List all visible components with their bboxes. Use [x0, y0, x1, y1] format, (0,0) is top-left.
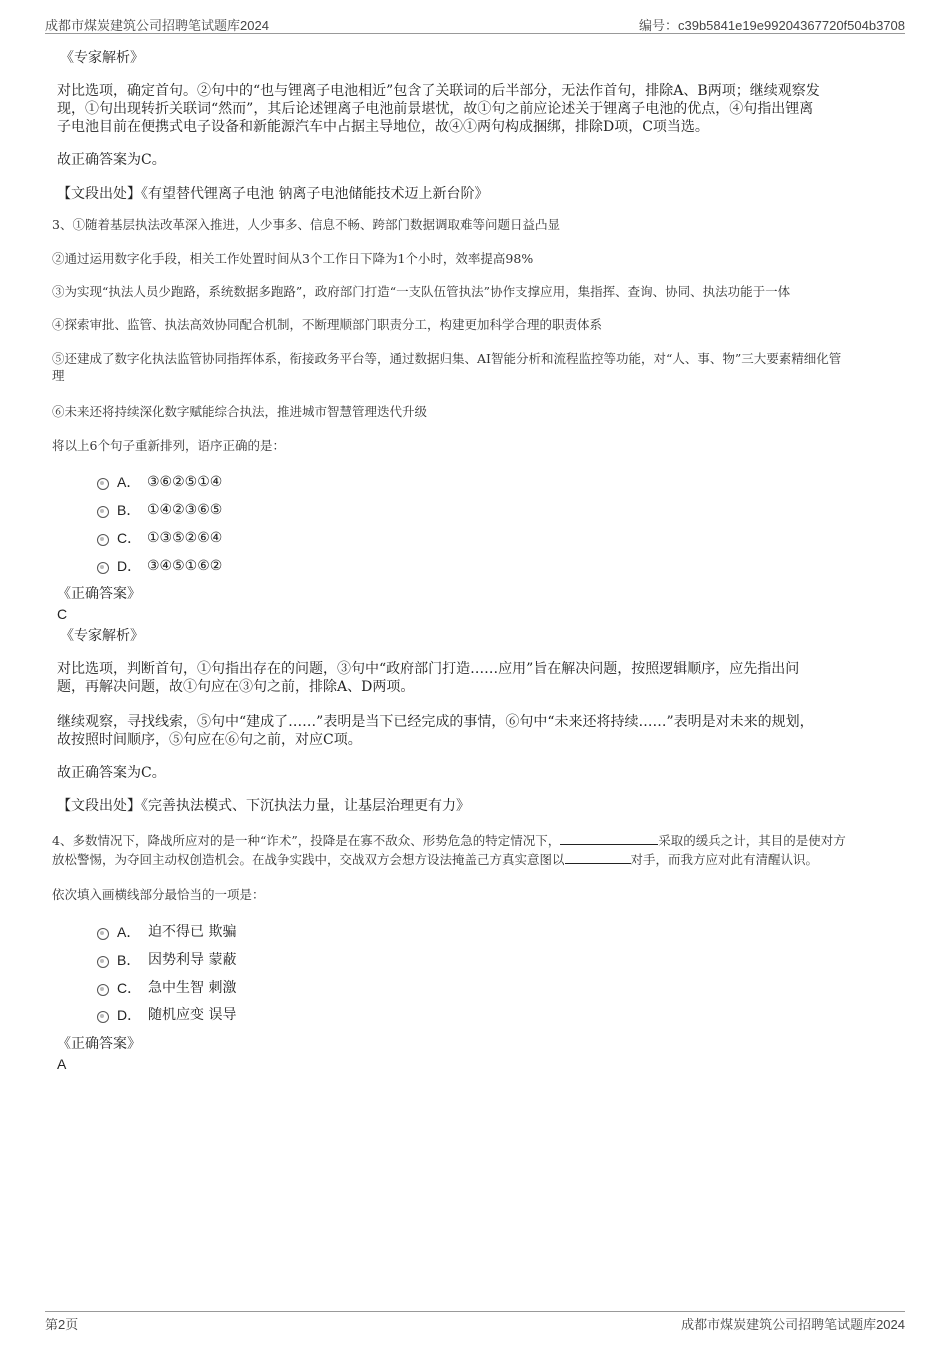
radio-icon[interactable]	[97, 956, 109, 968]
conclusion-text: 故正确答案为C。	[57, 765, 166, 781]
question-sentence: 3、①随着基层执法改革深入推进，人少事多、信息不畅、跨部门数据调取难等问题日益凸显	[52, 217, 560, 232]
option-text: ①④②③⑥⑤	[147, 502, 223, 518]
radio-icon[interactable]	[97, 928, 109, 940]
option-c[interactable]	[95, 528, 295, 548]
radio-icon[interactable]	[97, 478, 109, 490]
answer-value: C	[57, 606, 68, 622]
page-number: 第2页	[45, 1317, 79, 1332]
option-text: 随机应变 误导	[148, 1007, 237, 1023]
option-text: ③④⑤①⑥②	[147, 558, 223, 574]
option-letter: A．	[117, 474, 141, 490]
analysis-text: 故按照时间顺序，⑤句应在⑥句之前，对应C项。	[57, 732, 362, 748]
analysis-text: 对比选项，判断首句，①句指出存在的问题，③句中“政府部门打造……应用”旨在解决问题，按照逻辑顺序，应先指出问	[57, 661, 800, 677]
source-citation: 【文段出处】《完善执法模式、下沉执法力量，让基层治理更有力》	[57, 798, 470, 814]
answer-label: 《正确答案》	[57, 586, 141, 602]
answer-value: A	[57, 1056, 67, 1072]
analysis-text: 对比选项，确定首句。②句中的“也与锂离子电池相近”包含了关联词的后半部分，无法作首句，排除A、B两项；继续观察发	[57, 83, 820, 99]
option-letter: C．	[117, 530, 142, 546]
option-letter: C．	[117, 980, 142, 996]
header-title: 成都市煤炭建筑公司招聘笔试题库2024	[45, 18, 269, 33]
option-a[interactable]	[95, 922, 315, 942]
analysis-text: 现，①句出现转折关联词“然而”，其后论述锂离子电池前景堪忧，故①句之前应论述关于锂离子电池的优点，④句指出锂离	[57, 101, 814, 117]
footer-divider	[45, 1311, 905, 1312]
analysis-text: 题，再解决问题，故①句应在③句之前，排除A、D两项。	[57, 679, 415, 695]
radio-icon[interactable]	[97, 534, 109, 546]
question-stem	[52, 851, 818, 868]
question-stem	[52, 832, 846, 849]
question-sentence: ②通过运用数字化手段，相关工作处置时间从3个工作日下降为1个小时，效率提高98%	[52, 251, 534, 266]
option-letter: B．	[117, 502, 141, 518]
expert-analysis-label: 《专家解析》	[60, 628, 144, 644]
radio-icon[interactable]	[97, 506, 109, 518]
option-letter: D．	[117, 1007, 142, 1023]
radio-icon[interactable]	[97, 562, 109, 574]
question-text: 采取的缓兵之计，其目的是使对方	[658, 833, 846, 848]
option-c[interactable]	[95, 978, 315, 998]
radio-icon[interactable]	[97, 1011, 109, 1023]
question-text: 对手，而我方应对此有清醒认识。	[630, 852, 819, 867]
analysis-text: 继续观察，寻找线索，⑤句中“建成了……”表明是当下已经完成的事情，⑥句中“未来还将持续……”表明是对未来的规划，	[57, 714, 814, 730]
analysis-text: 子电池目前在便携式电子设备和新能源汽车中占据主导地位，故④①两句构成捆绑，排除D项，C项当选。	[57, 119, 709, 135]
answer-label: 《正确答案》	[57, 1036, 141, 1052]
question-text: 放松警惕，为夺回主动权创造机会。在战争实践中，交战双方会想方设法掩盖己方真实意图以	[52, 852, 565, 867]
option-text: 因势利导 蒙蔽	[148, 952, 237, 968]
option-text: 急中生智 刺激	[148, 980, 237, 996]
question-prompt: 将以上6个句子重新排列，语序正确的是：	[52, 438, 285, 453]
option-text: ③⑥②⑤①④	[147, 474, 223, 490]
option-letter: D．	[117, 558, 142, 574]
expert-analysis-label: 《专家解析》	[60, 50, 144, 66]
option-text: 迫不得已 欺骗	[148, 924, 237, 940]
radio-icon[interactable]	[97, 984, 109, 996]
fill-blank-1	[560, 832, 658, 845]
document-id: 编号：c39b5841e19e99204367720f504b3708	[638, 18, 905, 33]
source-citation: 【文段出处】《有望替代锂离子电池 钠离子电池储能技术迈上新台阶》	[57, 186, 489, 202]
question-sentence: ⑥未来还将持续深化数字赋能综合执法，推进城市智慧管理迭代升级	[52, 404, 428, 419]
option-letter: B．	[117, 952, 141, 968]
option-d[interactable]	[95, 1005, 315, 1025]
question-prompt: 依次填入画横线部分最恰当的一项是：	[52, 887, 265, 902]
question-sentence: ④探索审批、监管、执法高效协同配合机制，不断理顺部门职责分工，构建更加科学合理的职责体系	[52, 317, 603, 332]
question-sentence: ⑤还建成了数字化执法监管协同指挥体系，衔接政务平台等，通过数据归集、AI智能分析和流程监控等功能，对“人、事、物”三大要素精细化管	[52, 351, 842, 366]
option-b[interactable]	[95, 950, 315, 970]
header-divider	[45, 33, 905, 34]
footer-title: 成都市煤炭建筑公司招聘笔试题库2024	[681, 1317, 905, 1332]
conclusion-text: 故正确答案为C。	[57, 152, 166, 168]
option-d[interactable]	[95, 556, 295, 576]
question-sentence: 理	[52, 368, 65, 383]
option-a[interactable]	[95, 472, 295, 492]
fill-blank-2	[565, 851, 631, 864]
question-text: 4、多数情况下，降战所应对的是一种“诈术”，投降是在寡不敌众、形势危急的特定情况下，	[52, 833, 561, 848]
question-sentence: ③为实现“执法人员少跑路，系统数据多跑路”，政府部门打造“一支队伍管执法”协作支撑应用，集指挥、查询、协同、执法功能于一体	[52, 284, 791, 299]
option-text: ①③⑤②⑥④	[147, 530, 223, 546]
option-b[interactable]	[95, 500, 295, 520]
option-letter: A．	[117, 924, 141, 940]
